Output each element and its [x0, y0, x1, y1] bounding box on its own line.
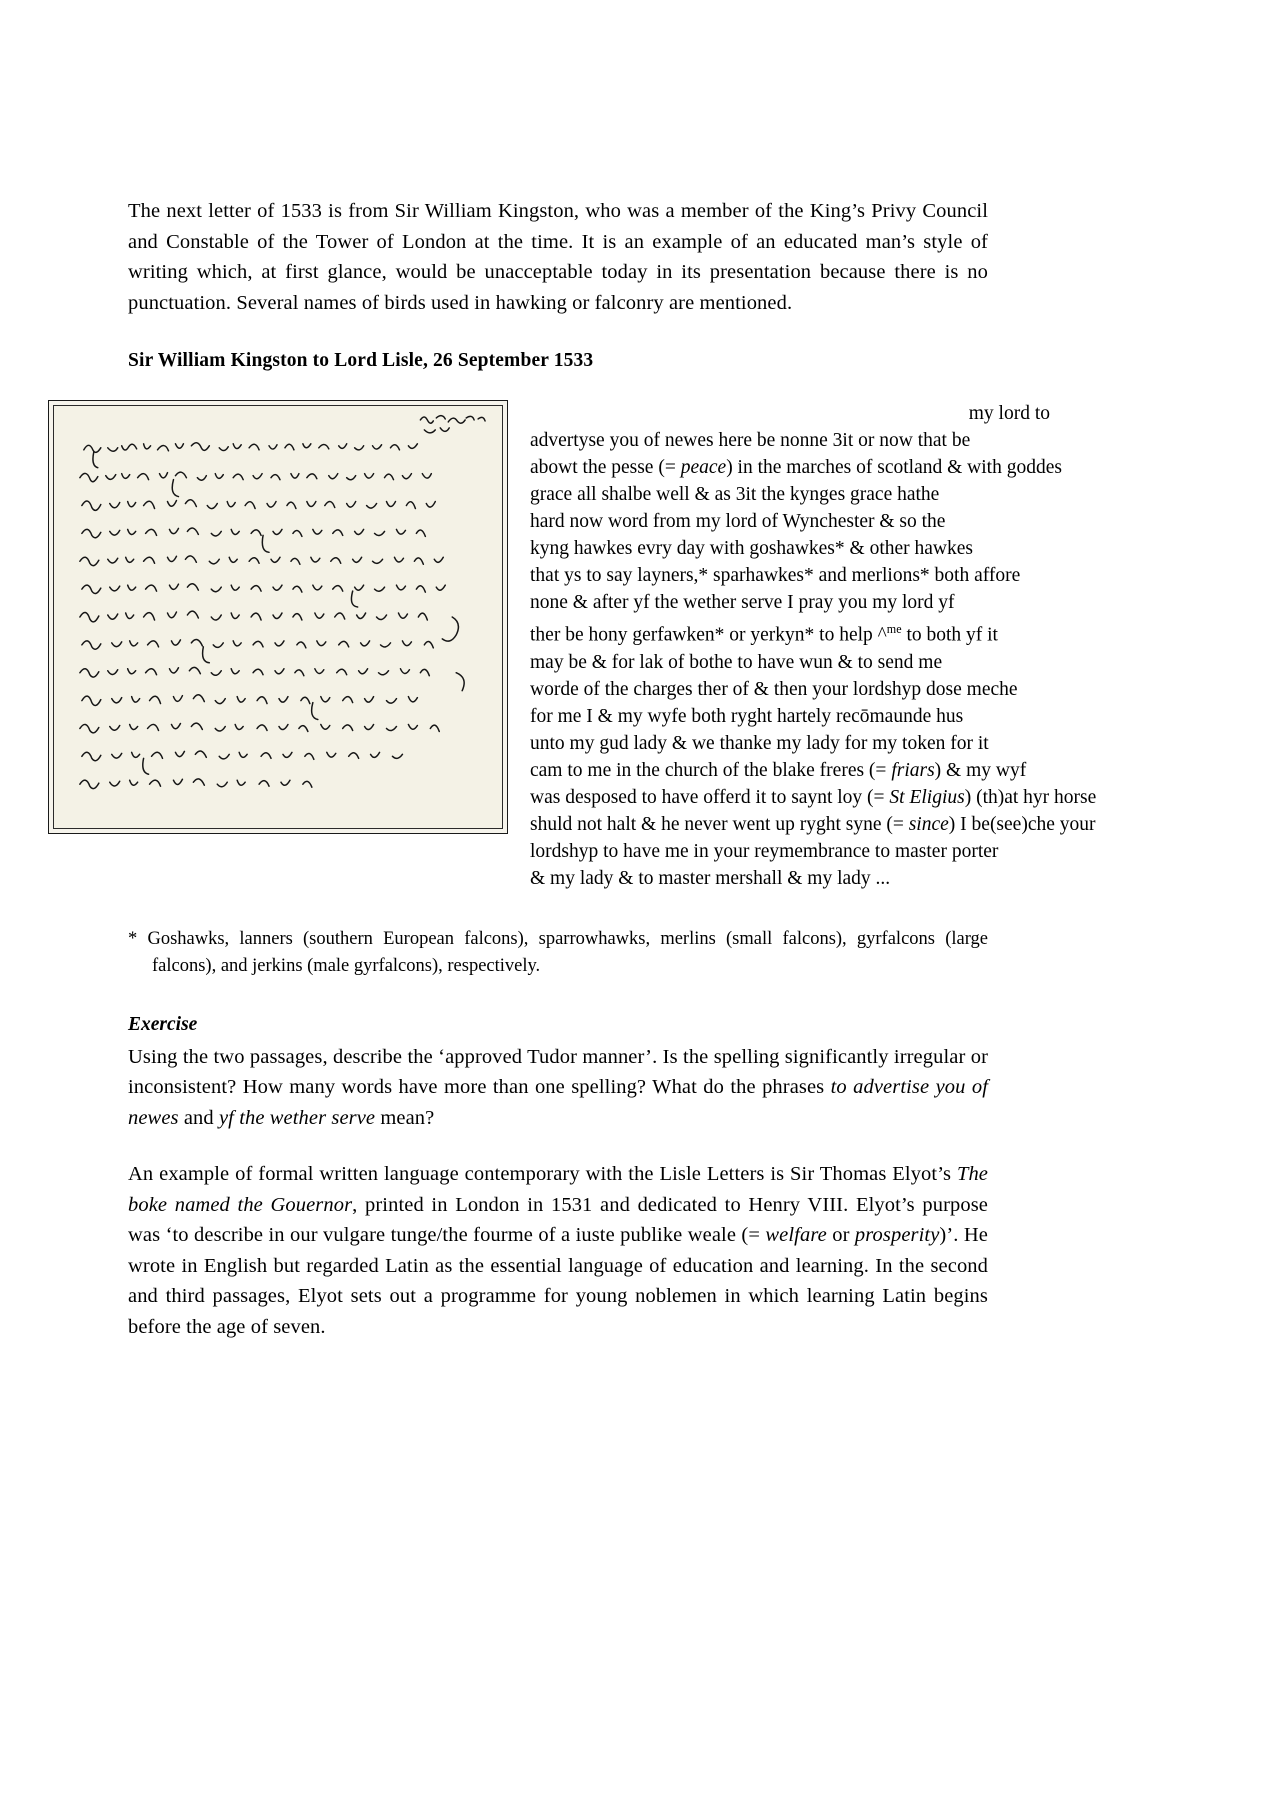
superscript-text: me	[886, 622, 902, 636]
manuscript-paper	[53, 405, 503, 829]
transcript-line-l11	[530, 676, 1050, 703]
letter-heading: Sir William Kingston to Lord Lisle, 26 September 1533	[128, 350, 594, 371]
text-run: shuld not halt & he never went up ryght syne (=	[530, 813, 909, 835]
transcript-line-l2	[530, 427, 1050, 454]
italic-gloss: since	[908, 813, 949, 835]
transcript-line-l10	[530, 649, 1050, 676]
text-run: cam to me in the church of the blake freres (=	[530, 759, 892, 781]
exercise-paragraph	[128, 1042, 988, 1134]
text-run: , printed in London in 1531 and dedicated to Henry VIII. Elyot’s purpose was ‘to describe in our vulgare tunge/the fourme of a iuste publike weale (=	[128, 1193, 988, 1246]
transcript-line-l6	[530, 535, 1050, 562]
transcript-line-l5	[530, 508, 1050, 535]
transcript-line-l4	[530, 481, 1050, 508]
italic-gloss: to advertise you of newes	[128, 1076, 988, 1129]
transcript-line-l13	[530, 730, 1050, 757]
italic-gloss: prosperity	[854, 1224, 940, 1246]
footnote-birds: * Goshawks, lanners (southern European falcons), sparrowhawks, merlins (small falcons), gyrfalcons (large falcons), and jerkins (male gyrfalcons), respectively.	[128, 928, 988, 976]
text-run: kyng hawkes evry day with goshawkes* & other hawkes	[530, 538, 973, 559]
transcript-line-l15	[530, 784, 1097, 811]
text-run: was desposed to have offerd it to saynt loy (=	[530, 786, 890, 808]
text-run: & my lady & to master mershall & my lady ...	[530, 867, 891, 889]
exercise-heading: Exercise	[128, 1013, 198, 1035]
text-run: abowt the pesse (=	[530, 457, 681, 478]
text-run: ) I be(see)che your	[948, 813, 1096, 835]
text-run: for me I & my wyfe both ryght hartely recōmaunde hus	[530, 705, 964, 727]
letter-transcript	[530, 400, 1097, 892]
text-run: advertyse you of newes here be nonne 3it or now that be	[530, 430, 971, 451]
text-run: An example of formal written language contemporary with the Lisle Letters is Sir Thomas Elyot’s	[128, 1163, 957, 1185]
text-run: worde of the charges ther of & then your lordshyp dose meche	[530, 678, 1018, 700]
italic-gloss: The boke named the Gouernor	[128, 1163, 988, 1216]
text-run: hard now word from my lord of Wynchester & so the	[530, 511, 946, 532]
handwriting-icon	[54, 406, 502, 828]
text-run: may be & for lak of bothe to have wun & to send me	[530, 651, 943, 673]
italic-gloss: yf the wether serve	[218, 1106, 376, 1129]
text-run: mean?	[375, 1106, 435, 1129]
transcript-line-l3	[530, 454, 1062, 481]
transcript-line-l16	[530, 811, 1096, 838]
intro-paragraph: The next letter of 1533 is from Sir William Kingston, who was a member of the King’s Privy Council and Constable of the Tower of London at the time. It is an example of an educated man’s style of writing which, at first glance, would be unacceptable today in its presentation because there is no punctuation. Several names of birds used in hawking or falconry are mentioned.	[128, 200, 988, 314]
text-run: ) (th)at hyr horse	[964, 786, 1097, 808]
transcript-line-l8	[530, 589, 1050, 616]
text-run: to both yf it	[901, 624, 998, 646]
transcript-line-l14	[530, 757, 1050, 784]
transcript-line-l12	[530, 703, 1050, 730]
text-run: none & after yf the wether serve I pray you my lord yf	[530, 592, 955, 613]
manuscript-image	[48, 400, 508, 834]
italic-gloss: friars	[891, 759, 935, 781]
text-run: )’. He wrote in English but regarded Latin as the essential language of education and learning. In the second and third passages, Elyot sets out a programme for young noblemen in which learning Latin begins before the age of seven.	[128, 1224, 988, 1338]
transcript-line-l9	[530, 616, 1050, 649]
transcript-line-l7	[530, 562, 1050, 589]
transcript-line-l17	[530, 838, 1050, 865]
text-run: ther be hony gerfawken* or yerkyn* to help ^	[530, 624, 887, 646]
text-run: my lord to	[968, 403, 1050, 424]
italic-gloss: welfare	[765, 1224, 827, 1246]
closing-paragraph	[128, 1159, 988, 1342]
italic-gloss: St Eligius	[889, 786, 965, 808]
transcript-line-l1	[530, 400, 1050, 427]
text-run: grace all shalbe well & as 3it the kynges grace hathe	[530, 484, 940, 505]
text-run: lordshyp to have me in your reymembrance to master porter	[530, 840, 999, 862]
text-run: ) & my wyf	[934, 759, 1027, 781]
letter-block	[128, 400, 1097, 892]
text-run: and	[178, 1106, 219, 1129]
text-run: unto my gud lady & we thanke my lady for my token for it	[530, 732, 989, 754]
text-run: that ys to say layners,* sparhawkes* and merlions* both affore	[530, 565, 1021, 586]
transcript-line-l18	[530, 865, 1050, 892]
text-run: or	[826, 1224, 855, 1246]
page-content	[128, 196, 1097, 1342]
text-run: ) in the marches of scotland & with goddes	[726, 457, 1062, 478]
italic-gloss: peace	[680, 457, 727, 478]
text-run: Using the two passages, describe the ‘approved Tudor manner’. Is the spelling significantly irregular or inconsistent? How many words have more than one spelling? What do the phrases	[128, 1045, 988, 1098]
